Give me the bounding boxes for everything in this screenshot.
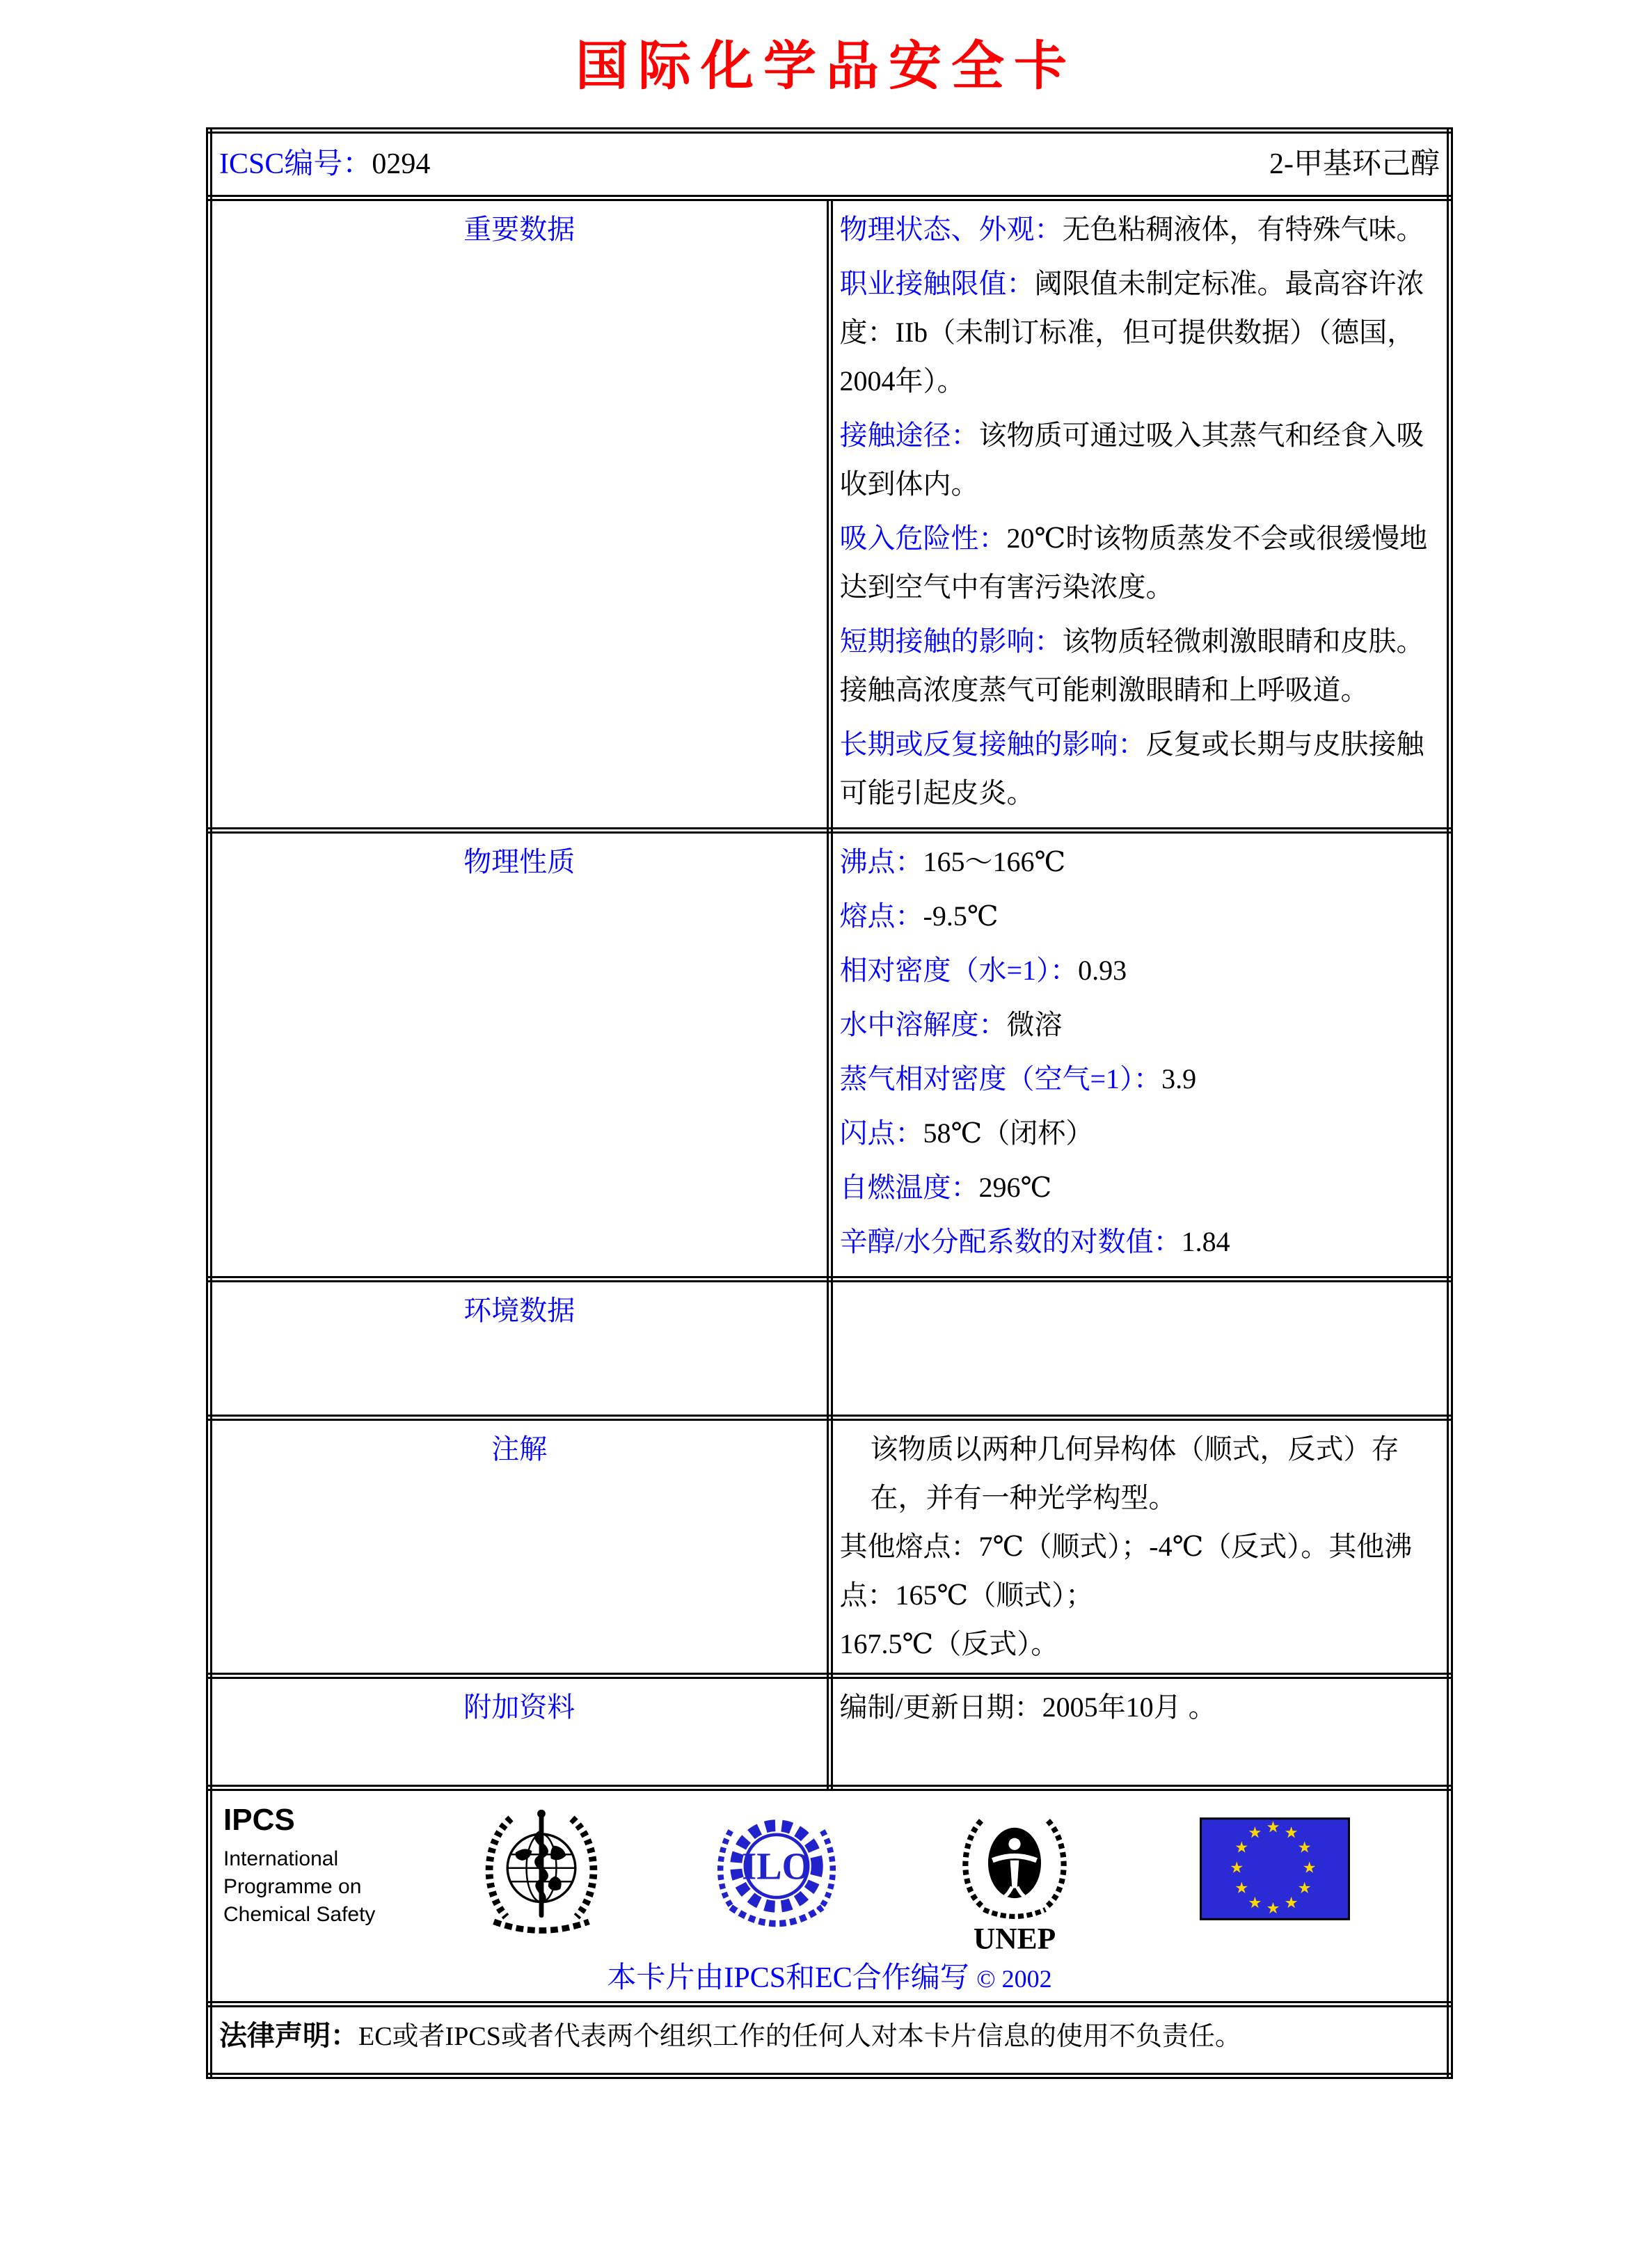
additional-info-content — [829, 1676, 1450, 1788]
item-text: 0.93 — [1078, 955, 1127, 986]
section-label-notes: 注解 — [209, 1418, 830, 1676]
important-item — [840, 205, 1440, 254]
important-item — [840, 260, 1440, 406]
environment-data-row — [209, 1280, 1450, 1418]
ipcs-acronym: IPCS — [223, 1803, 295, 1837]
icsc-card-table — [206, 127, 1453, 2079]
physical-properties-row — [209, 831, 1450, 1280]
important-data-row — [209, 198, 1450, 831]
item-text: 反复或长期与皮肤接触可能引起皮炎。 — [839, 728, 1424, 809]
item-text: 3.9 — [1161, 1063, 1197, 1094]
header-cell — [209, 131, 1450, 198]
item-label: 水中溶解度： — [839, 1009, 1007, 1040]
item-text: 微溶 — [1006, 1009, 1063, 1040]
item-label: 沸点： — [839, 846, 923, 877]
physical-item — [840, 838, 1440, 886]
logos-cell — [209, 1788, 1450, 2005]
header-row — [209, 131, 1450, 198]
ipcs-line: Chemical Safety — [223, 1903, 376, 1926]
physical-item — [840, 1163, 1440, 1212]
item-text: 该物质轻微刺激眼睛和皮肤。接触高浓度蒸气可能刺激眼睛和上呼吸道。 — [839, 626, 1424, 706]
icsc-number-field — [219, 140, 430, 189]
item-text: -9.5℃ — [923, 900, 999, 932]
item-label: 编制/更新日期： — [839, 1691, 1042, 1723]
ipcs-text-block — [219, 1805, 463, 1929]
item-text: 296℃ — [978, 1172, 1052, 1203]
physical-item — [840, 1055, 1440, 1104]
copyright-text: © 2002 — [976, 1965, 1052, 1993]
item-label: 短期接触的影响： — [839, 626, 1063, 657]
item-label: 职业接触限值： — [839, 268, 1035, 299]
environment-data-content — [829, 1280, 1450, 1418]
item-label: 相对密度（水=1）： — [839, 955, 1079, 986]
notes-content — [829, 1418, 1450, 1676]
ilo-letters: ILO — [742, 1845, 811, 1888]
page-title: 国际化学品安全卡 — [575, 38, 1077, 96]
unep-letters: UNEP — [973, 1922, 1056, 1953]
ilo-logo-icon — [711, 1805, 842, 1948]
item-text: 20℃时该物质蒸发不会或很缓慢地达到空气中有害污染浓度。 — [839, 523, 1428, 603]
item-text: 1.84 — [1181, 1226, 1230, 1257]
important-item — [840, 720, 1440, 818]
important-item — [840, 411, 1440, 509]
logos-row — [209, 1788, 1450, 2005]
item-label: 自燃温度： — [839, 1172, 979, 1203]
section-label-physical: 物理性质 — [209, 831, 830, 1280]
icsc-number-label: ICSC编号： — [219, 148, 372, 180]
notes-row — [209, 1418, 1450, 1676]
additional-info-row — [209, 1676, 1450, 1788]
legal-label: 法律声明： — [219, 2020, 358, 2051]
important-data-content — [829, 198, 1450, 831]
item-label: 物理状态、外观： — [839, 214, 1063, 245]
item-text: 阈限值未制定标准。最高容许浓度：IIb（未制订标准，但可提供数据）（德国，2004年）。 — [839, 268, 1424, 397]
item-label: 长期或反复接触的影响： — [839, 728, 1146, 760]
caption-text: 本卡片由IPCS和EC合作编写 — [607, 1962, 969, 1994]
notes-line: 该物质以两种几何异构体（顺式，反式）存在，并有一种光学构型。 — [870, 1433, 1399, 1513]
ipcs-line: International — [223, 1847, 339, 1870]
physical-item — [840, 892, 1440, 941]
item-text: 无色粘稠液体，有特殊气味。 — [1062, 214, 1424, 245]
notes-line: 其他熔点：7℃（顺式）；-4℃（反式）。其他沸点：165℃（顺式）； — [839, 1531, 1413, 1611]
eu-flag-icon — [1200, 1817, 1350, 1920]
additional-item — [840, 1683, 1440, 1732]
item-label: 熔点： — [839, 900, 923, 932]
important-item — [840, 617, 1440, 715]
item-label: 辛醇/水分配系数的对数值： — [839, 1226, 1182, 1257]
cooperation-caption — [219, 1960, 1440, 1997]
notes-line: 167.5℃（反式）。 — [839, 1628, 1059, 1659]
section-label-environment: 环境数据 — [209, 1280, 830, 1418]
chemical-name: 2-甲基环己醇 — [1269, 148, 1440, 180]
physical-properties-content — [829, 831, 1450, 1280]
legal-row — [209, 2005, 1450, 2076]
item-label: 接触途径： — [839, 420, 979, 451]
item-text: 58℃（闭杯） — [923, 1117, 1094, 1149]
unep-logo-icon — [955, 1805, 1074, 1953]
legal-cell — [209, 2005, 1450, 2076]
section-label-additional: 附加资料 — [209, 1676, 830, 1788]
who-logo-icon — [473, 1805, 610, 1944]
item-text: 该物质可通过吸入其蒸气和经食入吸收到体内。 — [839, 420, 1424, 500]
physical-item — [840, 1109, 1440, 1158]
ipcs-line: Programme on — [223, 1875, 362, 1898]
item-label: 吸入危险性： — [839, 523, 1007, 554]
section-label-important: 重要数据 — [209, 198, 830, 831]
item-text: 165～166℃ — [923, 846, 1066, 877]
item-label: 闪点： — [839, 1117, 923, 1149]
important-item — [840, 514, 1440, 612]
icsc-number-value: 0294 — [372, 148, 431, 180]
legal-text: EC或者IPCS或者代表两个组织工作的任何人对本卡片信息的使用不负责任。 — [358, 2022, 1241, 2051]
physical-item — [840, 1218, 1440, 1266]
physical-item — [840, 946, 1440, 995]
item-label: 蒸气相对密度（空气=1）： — [839, 1063, 1162, 1094]
physical-item — [840, 1001, 1440, 1049]
item-text: 2005年10月 。 — [1042, 1691, 1216, 1723]
